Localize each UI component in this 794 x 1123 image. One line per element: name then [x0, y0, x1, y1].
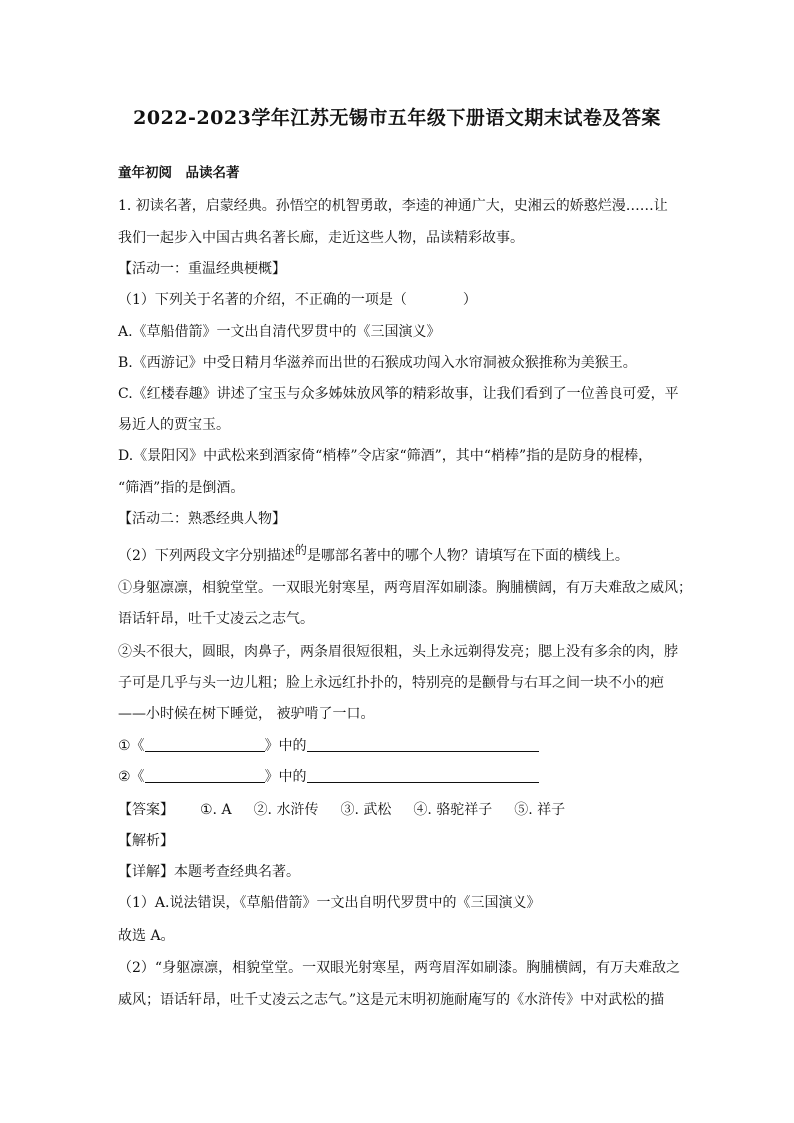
option-c-line-2: 易近人的贾宝玉。 [118, 417, 230, 433]
answer-item-1: ①. A [200, 802, 232, 818]
detail-1: （1）A.说法错误，《草船借箭》一文出自明代罗贯中的《三国演义》 [118, 895, 541, 911]
option-c-line-1: C.《红楼春趣》讲述了宝玉与众多姊妹放风筝的精彩故事，让我们看到了一位善良可爱，平 [118, 386, 679, 402]
analysis-label: 【解析】 [118, 833, 174, 849]
answer-item-4: ④. 骆驼祥子 [413, 802, 493, 818]
character-blank-1[interactable] [307, 737, 539, 752]
section-heading: 童年初阅 品读名著 [118, 165, 240, 181]
answer-blank-row-2 [118, 767, 686, 787]
detail-heading: 【详解】本题考查经典名著。 [118, 864, 300, 880]
option-d-line-2: “筛酒”指的是倒酒。 [118, 480, 245, 496]
question-1-2 [118, 543, 686, 566]
option-b: B.《西游记》中受日精月华滋养而出世的石猴成功闯入水帘洞被众猴推称为美猴王。 [118, 355, 637, 371]
activity-1-heading: 【活动一：重温经典梗概】 [118, 261, 286, 277]
passage-2-line-3: ——小时候在树下睡觉， 被驴啃了一口。 [118, 706, 375, 722]
answer-label: 【答案】 [118, 802, 174, 818]
activity-2-heading: 【活动二：熟悉经典人物】 [118, 511, 286, 527]
answer-blank-row-1 [118, 736, 686, 756]
character-blank-2[interactable] [307, 768, 539, 783]
answer-item-5: ⑤. 祥子 [514, 802, 566, 818]
answer-item-3: ③. 武松 [340, 802, 392, 818]
detail-2-line-1: （2）“身躯凛凛，相貌堂堂。一双眼光射寒星，两弯眉浑如刷漆。胸脯横阔，有万夫难敌之 [118, 960, 681, 976]
blank-1-prefix: ①《 [118, 738, 145, 754]
question-1-2-part-b: 是哪部名著中的哪个人物？请填写在下面的横线上。 [306, 548, 629, 564]
q1-intro-line-2: 我们一起步入中国古典名著长廊，走近这些人物，品读精彩故事。 [118, 230, 524, 246]
option-d-line-1: D.《景阳冈》中武松来到酒家倚“梢棒”令店家“筛酒”，其中“梢棒”指的是防身的棍棒， [118, 448, 653, 464]
blank-2-prefix: ②《 [118, 769, 145, 785]
passage-2-line-2: 子可是几乎与头一边儿粗；脸上永远红扑扑的，特别亮的是颧骨与右耳之间一块不小的疤 [118, 675, 664, 691]
question-1-2-part-a: （2）下列两段文字分别描述 [118, 548, 295, 564]
book-title-blank-2[interactable] [145, 768, 265, 783]
passage-2-line-1: ②头不很大，圆眼，肉鼻子，两条眉很短很粗，头上永远剃得发亮；腮上没有多余的肉，脖 [118, 644, 678, 660]
detail-2-line-2: 威风；语话轩昂，吐千丈凌云之志气。”这是元末明初施耐庵写的《水浒传》中对武松的描 [118, 992, 665, 1008]
passage-1-line-1: ①身躯凛凛，相貌堂堂。一双眼光射寒星，两弯眉浑如刷漆。胸脯横阔，有万夫难敌之威风； [118, 580, 692, 596]
blank-2-mid: 》中的 [264, 769, 307, 785]
answer-item-2: ②. 水浒传 [253, 802, 319, 818]
question-1-2-de: 的 [294, 543, 307, 557]
question-1-1: （1）下列关于名著的介绍，不正确的一项是（ ） [118, 292, 477, 308]
passage-1-line-2: 语话轩昂，吐千丈凌云之志气。 [118, 611, 314, 627]
page-title: 2022-2023学年江苏无锡市五年级下册语文期末试卷及答案 [133, 107, 661, 129]
q1-intro-line-1: 1. 初读名著，启蒙经典。孙悟空的机智勇敢，李逵的神通广大，史湘云的娇憨烂漫……让 [118, 198, 668, 214]
blank-1-mid: 》中的 [264, 738, 307, 754]
choose-line: 故选 A。 [118, 928, 175, 944]
option-a: A.《草船借箭》一文出自清代罗贯中的《三国演义》 [118, 324, 441, 340]
book-title-blank-1[interactable] [145, 737, 265, 752]
answer-row [118, 800, 686, 820]
